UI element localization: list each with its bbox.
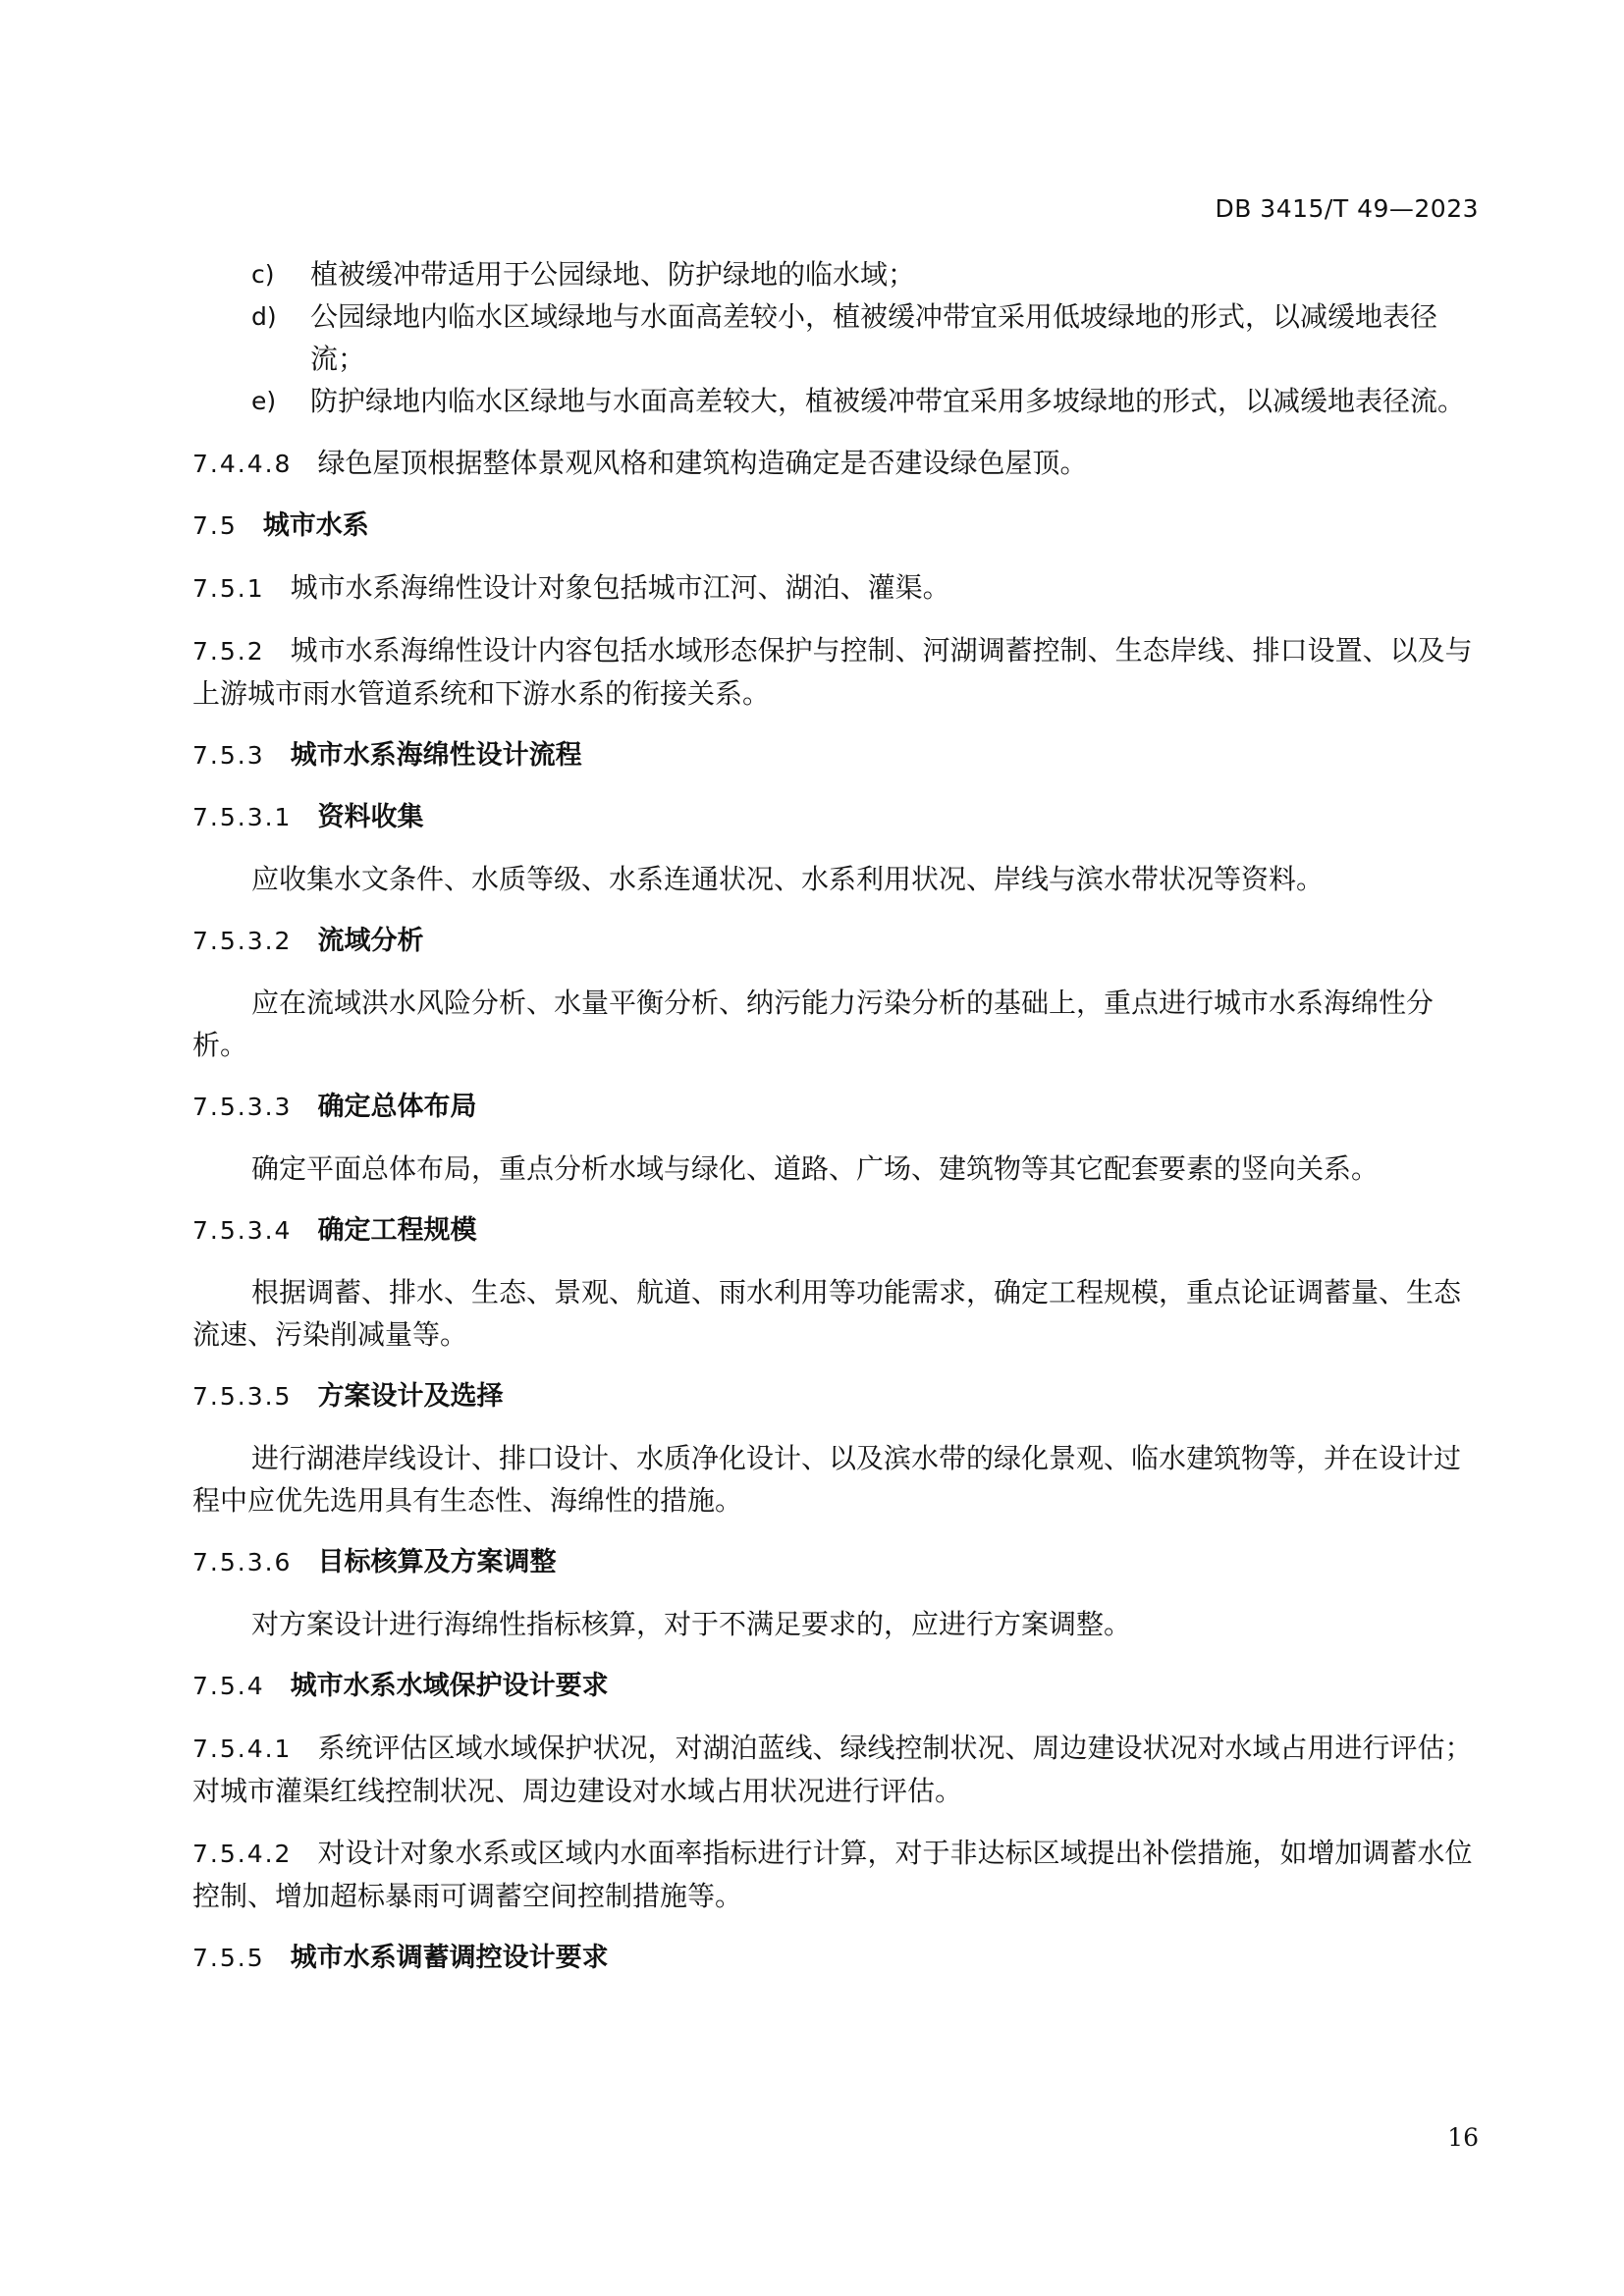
page-content — [192, 253, 1481, 1979]
section-number: 7.5.3 — [192, 741, 265, 770]
list-text: 植被缓冲带适用于公园绿地、防护绿地的临水域； — [310, 258, 916, 291]
page-number: 16 — [1447, 2123, 1479, 2152]
document-code: DB 3415/T 49—2023 — [1215, 194, 1479, 223]
list-text: 公园绿地内临水区域绿地与水面高差较小，植被缓冲带宜采用低坡绿地的形式，以减缓地表径流； — [310, 300, 1438, 375]
section-7-5-3-heading — [192, 734, 1481, 776]
section-7-5-4-heading — [192, 1665, 1481, 1707]
section-number: 7.5.3.5 — [192, 1382, 293, 1411]
section-number: 7.5.3.1 — [192, 803, 293, 831]
section-7-5-3-4-heading — [192, 1209, 1481, 1252]
section-title: 城市水系调蓄调控设计要求 — [290, 1943, 609, 1973]
section-7-5-3-1-heading — [192, 796, 1481, 838]
section-title: 确定工程规模 — [317, 1215, 477, 1246]
list-item-c — [251, 253, 1481, 295]
section-7-5-5-heading — [192, 1937, 1481, 1979]
clause-text: 城市水系海绵性设计内容包括水域形态保护与控制、河湖调蓄控制、生态岸线、排口设置、以及与上游城市雨水管道系统和下游水系的衔接关系。 — [192, 634, 1473, 710]
paragraph-7-5-3-4: 根据调蓄、排水、生态、景观、航道、雨水利用等功能需求，确定工程规模，重点论证调蓄量、生态流速、污染削减量等。 — [192, 1276, 1462, 1351]
clause-7-4-4-8 — [192, 442, 1481, 485]
list-text: 防护绿地内临水区绿地与水面高差较大，植被缓冲带宜采用多坡绿地的形式，以减缓地表径流。 — [310, 385, 1466, 417]
section-number: 7.5.5 — [192, 1944, 265, 1972]
clause-number: 7.5.2 — [192, 637, 265, 666]
clause-7-5-1 — [192, 566, 1481, 610]
section-title: 目标核算及方案调整 — [317, 1547, 557, 1577]
list-marker: d) — [251, 302, 277, 331]
clause-7-5-2 — [192, 629, 1481, 715]
list-marker: e) — [251, 387, 277, 415]
clause-number: 7.5.4.2 — [192, 1840, 293, 1868]
clause-number: 7.5.4.1 — [192, 1735, 293, 1763]
paragraph-7-5-3-3: 确定平面总体布局，重点分析水域与绿化、道路、广场、建筑物等其它配套要素的竖向关系。 — [251, 1152, 1380, 1185]
section-7-5-3-5-heading — [192, 1375, 1481, 1417]
clause-text: 对设计对象水系或区域内水面率指标进行计算，对于非达标区域提出补偿措施，如增加调蓄水位控制、增加超标暴雨可调蓄空间控制措施等。 — [192, 1837, 1473, 1912]
clause-number: 7.5.1 — [192, 574, 265, 603]
section-title: 流域分析 — [317, 926, 424, 956]
section-title: 城市水系水域保护设计要求 — [290, 1671, 609, 1701]
paragraph-7-5-3-2: 应在流域洪水风险分析、水量平衡分析、纳污能力污染分析的基础上，重点进行城市水系海绵性分析。 — [192, 987, 1435, 1061]
section-number: 7.5.3.2 — [192, 927, 293, 955]
paragraph-7-5-3-5: 进行湖港岸线设计、排口设计、水质净化设计、以及滨水带的绿化景观、临水建筑物等，并在设计过程中应优先选用具有生态性、海绵性的措施。 — [192, 1442, 1462, 1517]
clause-7-5-4-2 — [192, 1832, 1481, 1917]
section-title: 城市水系海绵性设计流程 — [290, 740, 582, 771]
section-7-5-3-3-heading — [192, 1086, 1481, 1128]
list-marker: c) — [251, 260, 275, 289]
section-7-5-3-2-heading — [192, 920, 1481, 962]
clause-number: 7.4.4.8 — [192, 450, 293, 478]
paragraph-7-5-3-6: 对方案设计进行海绵性指标核算，对于不满足要求的，应进行方案调整。 — [251, 1608, 1132, 1640]
section-number: 7.5.3.4 — [192, 1216, 293, 1245]
section-7-5-3-6-heading — [192, 1541, 1481, 1583]
section-number: 7.5 — [192, 511, 238, 540]
list-item-e — [251, 380, 1481, 422]
section-title: 确定总体布局 — [317, 1092, 477, 1122]
paragraph-7-5-3-1: 应收集水文条件、水质等级、水系连通状况、水系利用状况、岸线与滨水带状况等资料。 — [251, 863, 1325, 895]
clause-7-5-4-1 — [192, 1727, 1481, 1812]
clause-text: 绿色屋顶根据整体景观风格和建筑构造确定是否建设绿色屋顶。 — [317, 447, 1088, 479]
list-item-d — [251, 295, 1481, 380]
clause-text: 城市水系海绵性设计对象包括城市江河、湖泊、灌渠。 — [290, 571, 950, 604]
section-title: 资料收集 — [317, 802, 424, 832]
section-number: 7.5.3.6 — [192, 1548, 293, 1576]
section-number: 7.5.3.3 — [192, 1093, 293, 1121]
section-title: 方案设计及选择 — [317, 1381, 504, 1412]
clause-text: 系统评估区域水域保护状况，对湖泊蓝线、绿线控制状况、周边建设状况对水域占用进行评估；对城市灌渠红线控制状况、周边建设对水域占用状况进行评估。 — [192, 1732, 1473, 1807]
section-number: 7.5.4 — [192, 1672, 265, 1700]
section-title: 城市水系 — [262, 510, 369, 541]
section-7-5-heading — [192, 505, 1481, 547]
